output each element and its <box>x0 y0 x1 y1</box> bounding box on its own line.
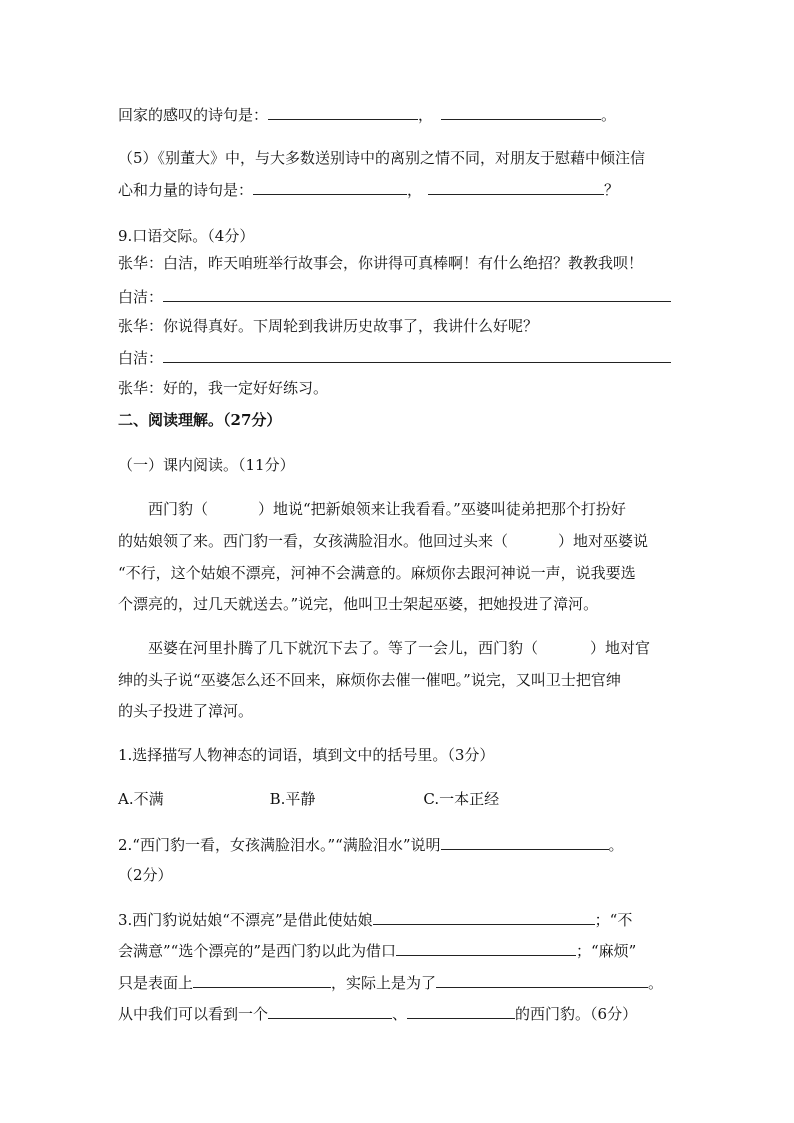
answer-blank[interactable] <box>193 972 331 988</box>
answer-blank[interactable] <box>268 104 418 120</box>
separator: ， <box>407 181 423 199</box>
question-2-line-1 <box>118 834 624 855</box>
answer-blank[interactable] <box>373 909 595 925</box>
subsection-title: （一）课内阅读。（11分） <box>118 456 295 474</box>
question-text: ，实际上是为了 <box>331 974 437 992</box>
question-text: 会满意”“选个漂亮的”是西门豹以此为借口 <box>118 942 397 960</box>
speaker-label: 白洁： <box>118 288 164 306</box>
question-1: 1.选择描写人物神态的词语，填到文中的括号里。（3分） <box>118 746 495 764</box>
question-3-line-4 <box>118 1003 637 1024</box>
q9-title: 9.口语交际。（4分） <box>118 227 255 245</box>
option-c[interactable]: C.一本正经 <box>423 790 500 808</box>
option-b[interactable]: B.平静 <box>269 790 316 808</box>
answer-blank[interactable] <box>407 1003 515 1019</box>
dialogue-baijie-1 <box>118 286 671 307</box>
passage-text: 巫婆在河里扑腾了几下就沉下去了。等了一会儿，西门豹（ <box>148 639 539 657</box>
period: 。 <box>608 836 624 854</box>
q5-line-2 <box>118 179 619 200</box>
passage-line: 的头子投进了漳河。 <box>118 702 254 720</box>
answer-line[interactable] <box>163 286 671 302</box>
period: 。 <box>648 974 664 992</box>
question-3-line-3 <box>118 972 663 993</box>
poem-prompt: 回家的感叹的诗句是： <box>118 106 269 124</box>
question-mark: ？ <box>604 181 620 199</box>
passage-line <box>148 638 650 658</box>
passage-text: ）地对官 <box>590 639 651 657</box>
answer-blank[interactable] <box>436 972 648 988</box>
question-text: 、 <box>392 1005 408 1023</box>
poem-line-1 <box>118 104 616 125</box>
question-3-line-1 <box>118 909 632 930</box>
question-text: 2.“西门豹一看，女孩满脸泪水。”“满脸泪水”说明 <box>118 836 441 854</box>
question-text: ；“麻烦” <box>576 942 637 960</box>
answer-blank[interactable] <box>441 104 601 120</box>
question-text: ；“不 <box>594 911 633 929</box>
passage-text: ）地说“把新娘领来让我看看。”巫婆叫徒弟把那个打扮好 <box>258 500 626 518</box>
answer-blank[interactable] <box>441 834 609 850</box>
answer-blank[interactable] <box>268 1003 392 1019</box>
option-a[interactable]: A.不满 <box>118 790 164 808</box>
question-text: 只是表面上 <box>118 974 194 992</box>
separator: ， <box>418 106 434 124</box>
answer-blank[interactable] <box>428 179 604 195</box>
passage-line: “不行，这个姑娘不漂亮，河神不会满意的。麻烦你去跟河神说一声，说我要选 <box>118 564 636 582</box>
q5-line-1: （5）《别董大》中，与大多数送别诗中的离别之情不同，对朋友于慰藉中倾注信 <box>118 149 646 167</box>
period: 。 <box>601 106 617 124</box>
passage-line <box>148 499 626 519</box>
question-2-score: （2分） <box>118 866 173 884</box>
passage-line <box>118 531 648 551</box>
passage-text: 西门豹（ <box>148 500 209 518</box>
options-row <box>118 789 499 809</box>
dialogue-zhanghua-1: 张华：白洁，昨天咱班举行故事会，你讲得可真棒啊！有什么绝招？教教我呗！ <box>118 254 644 272</box>
question-text: 3.西门豹说姑娘“不漂亮”是借此使姑娘 <box>118 911 373 929</box>
passage-line: 绅的头子说“巫婆怎么还不回来，麻烦你去催一催吧。”说完，又叫卫士把官绅 <box>118 671 621 689</box>
question-text: 的西门豹。（6分） <box>515 1005 638 1023</box>
dialogue-zhanghua-3: 张华：好的，我一定好好练习。 <box>118 379 329 397</box>
answer-line[interactable] <box>163 347 671 363</box>
dialogue-zhanghua-2: 张华：你说得真好。下周轮到我讲历史故事了，我讲什么好呢？ <box>118 317 539 335</box>
answer-blank[interactable] <box>396 940 576 956</box>
question-text: 从中我们可以看到一个 <box>118 1005 269 1023</box>
passage-line: 个漂亮的，过几天就送去。”说完，他叫卫士架起巫婆，把她投进了漳河。 <box>118 595 599 613</box>
answer-blank[interactable] <box>253 179 407 195</box>
question-3-line-2 <box>118 940 636 961</box>
section-2-title: 二、阅读理解。（27分） <box>118 411 282 429</box>
passage-text: ）地对巫婆说 <box>558 532 649 550</box>
speaker-label: 白洁： <box>118 349 164 367</box>
passage-text: 的姑娘领了来。西门豹一看，女孩满脸泪水。他回过头来（ <box>118 532 509 550</box>
dialogue-baijie-2 <box>118 347 671 368</box>
q5-prompt: 心和力量的诗句是： <box>118 181 254 199</box>
